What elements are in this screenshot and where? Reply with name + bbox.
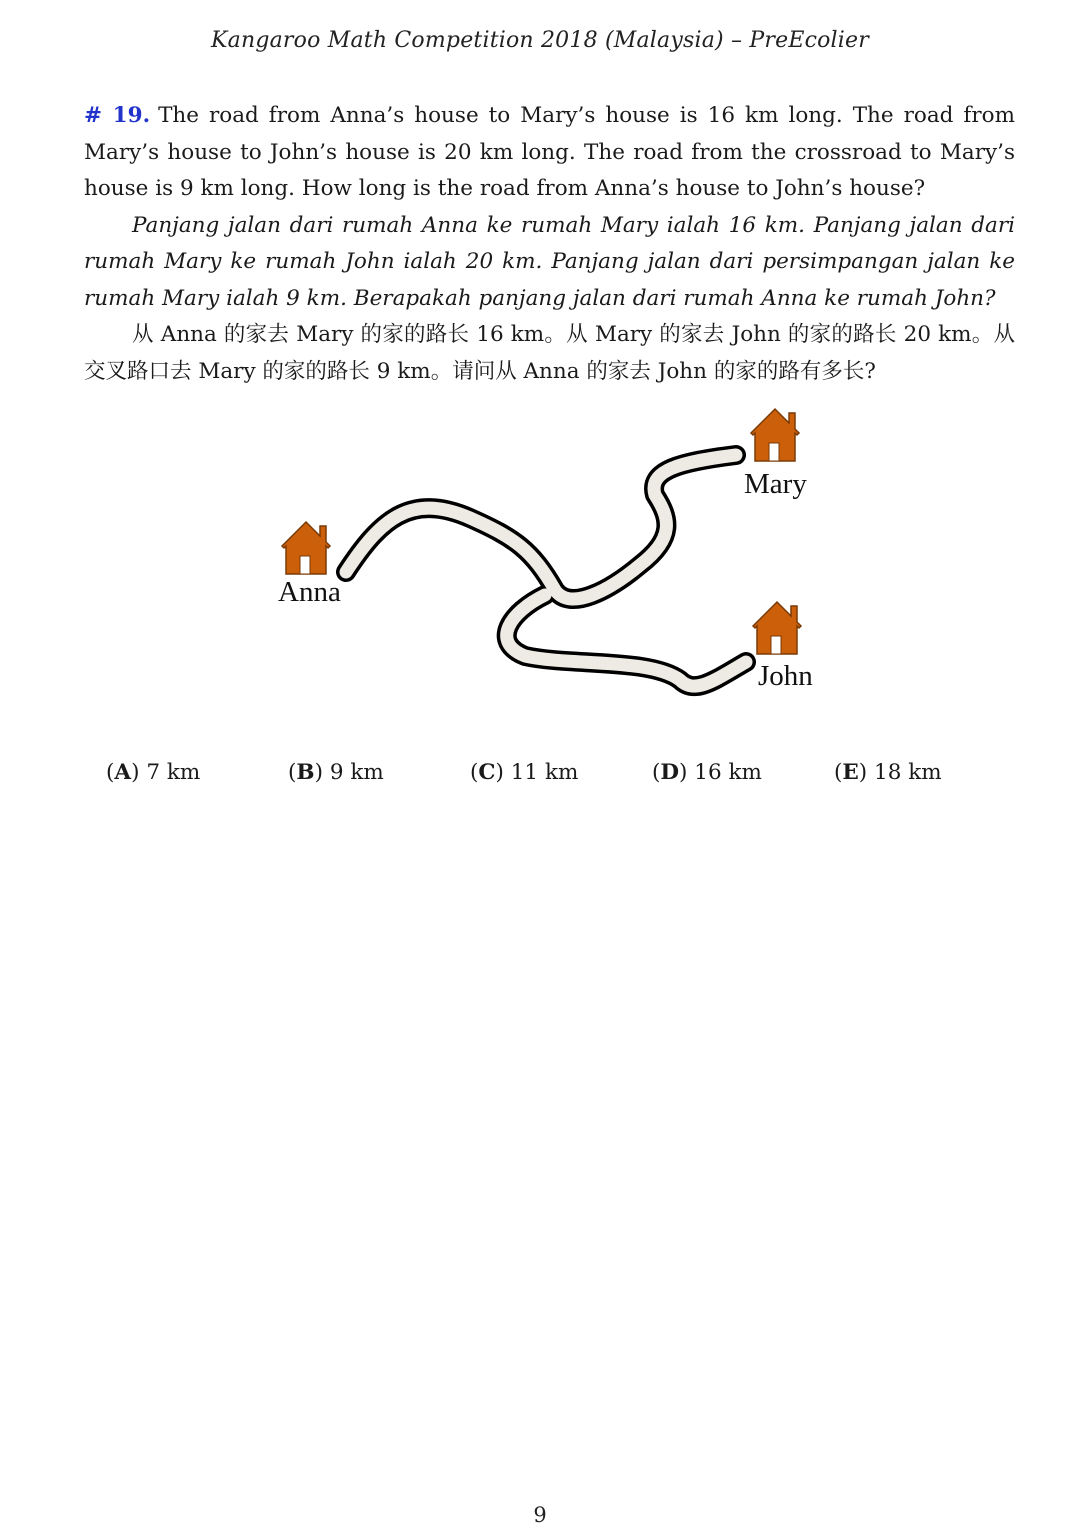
house-anna-icon [282,522,330,574]
option-letter: B [296,760,315,785]
road-branch-john-outline [507,595,746,686]
option-a: (A) 7 km [106,760,201,785]
option-e: (E) 18 km [834,760,942,785]
label-anna: Anna [278,576,341,608]
question-malay: Panjang jalan dari rumah Anna ke rumah Mary ialah 16 km. Panjang jalan dari rumah Mary ke rumah John ialah 20 km. Panjang jalan dari persimpangan jalan ke rumah Mary ialah 9 km. Berapakah panjang jalan dari rumah Anna ke rumah John? [84,212,1015,311]
answer-options [106,760,1006,796]
option-letter: D [660,760,680,785]
option-d: (D) 16 km [652,760,762,785]
option-value: 11 km [510,760,579,785]
option-value: 7 km [146,760,201,785]
question-block [84,98,1015,390]
option-b: (B) 9 km [288,760,384,785]
house-mary-icon [751,409,799,461]
question-english-text: The road from Anna’s house to Mary’s house is 16 km long. The road from Mary’s house to John’s house is 20 km long. The road from the crossroad to Mary’s house is 9 km long. How long is the road from Anna’s house to John’s house? [84,103,1016,201]
option-value: 16 km [694,760,762,785]
option-value: 18 km [874,760,942,785]
label-john: John [758,660,813,692]
question-number: # 19. [84,103,151,128]
option-letter: C [478,760,496,785]
page-number: 9 [533,1503,547,1527]
page-header: Kangaroo Math Competition 2018 (Malaysia) – PreEcolier [211,28,869,53]
label-mary: Mary [744,468,807,500]
question-chinese: 从 Anna 的家去 Mary 的家的路长 16 km。从 Mary 的家去 John 的家的路长 20 km。从交叉路口去 Mary 的家的路长 9 km。请问从 Anna 的家去 John 的家的路有多长? [84,322,1015,384]
option-value: 9 km [329,760,384,785]
option-c: (C) 11 km [470,760,579,785]
house-john-icon [753,602,801,654]
option-letter: A [114,760,132,785]
question-english [84,98,1015,208]
road-map-figure [270,400,830,720]
roads [346,455,746,686]
road-map-drawing [270,400,830,720]
option-letter: E [842,760,859,785]
